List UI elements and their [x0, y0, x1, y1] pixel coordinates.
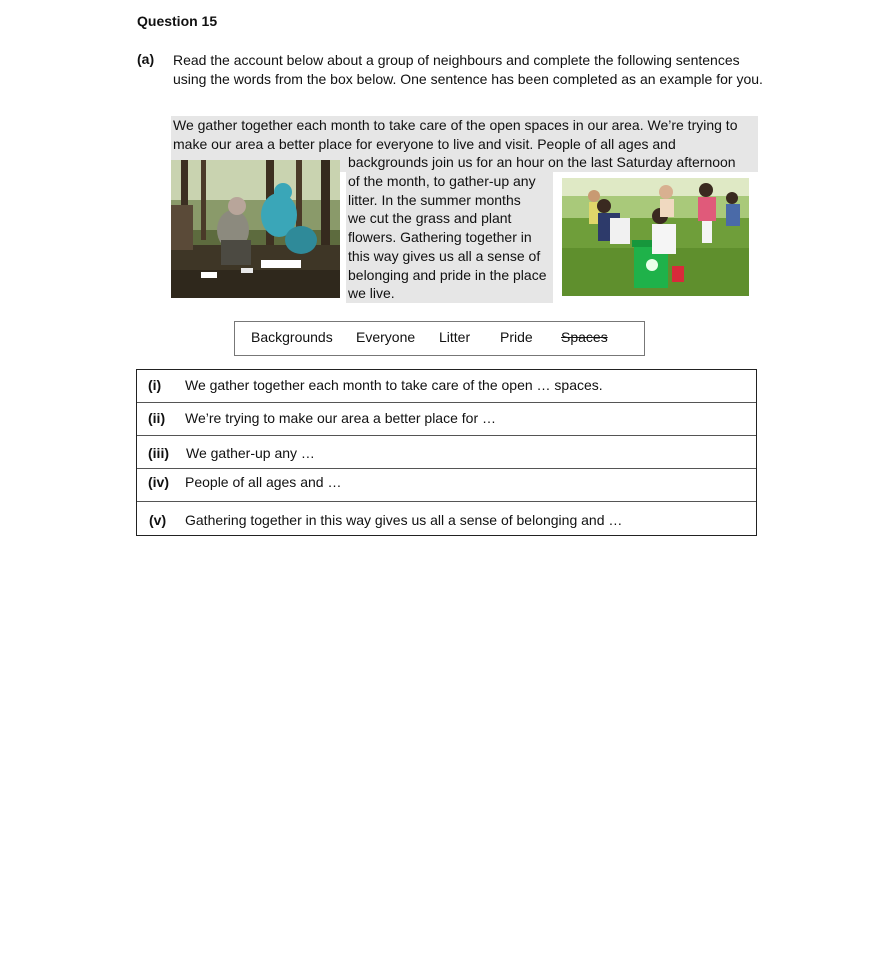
- answer-text: Gathering together in this way gives us all a sense of belonging and …: [185, 512, 623, 528]
- question-title: Question 15: [137, 13, 218, 29]
- part-label: (a): [137, 51, 155, 67]
- passage-line: litter. In the summer months: [348, 191, 521, 208]
- answer-number: (v): [149, 512, 167, 528]
- instructions: Read the account below about a group of neighbours and complete the following sentences using the words from the box below. One sentence has been completed as an example for you.: [173, 52, 763, 87]
- answer-text: We gather together each month to take care of the open … spaces.: [185, 377, 603, 393]
- word-box: [234, 321, 645, 356]
- word-option: Litter: [439, 329, 471, 345]
- passage-line: belonging and pride in the place: [348, 266, 547, 283]
- passage-line: we live.: [348, 285, 395, 302]
- answer-number: (iii): [148, 445, 169, 461]
- answer-number: (i): [148, 377, 162, 393]
- answer-text: We gather-up any …: [186, 445, 315, 461]
- answer-row: [137, 370, 756, 402]
- passage-line: we cut the grass and plant: [348, 210, 512, 227]
- answer-number: (iv): [148, 474, 169, 490]
- passage-line: this way gives us all a sense of: [348, 247, 541, 264]
- planting-photo: [171, 160, 340, 298]
- passage-line: make our area a better place for everyone to live and visit. People of all ages and: [173, 135, 676, 152]
- passage-line: backgrounds join us for an hour on the last Saturday afternoon: [348, 154, 736, 171]
- passage-line: of the month, to gather-up any: [348, 173, 536, 189]
- answer-row: [137, 435, 756, 468]
- word-option-used: Spaces: [561, 329, 608, 345]
- answer-row: [137, 468, 756, 501]
- answer-text: We’re trying to make our area a better place for …: [185, 410, 496, 426]
- word-option: Everyone: [356, 329, 416, 345]
- passage-line: flowers. Gathering together in: [348, 229, 532, 246]
- litter-photo: [562, 178, 749, 296]
- answer-number: (ii): [148, 410, 166, 426]
- answer-row: [137, 501, 756, 535]
- passage-column: [346, 172, 553, 303]
- answer-row: [137, 402, 756, 435]
- answer-text: People of all ages and …: [185, 474, 342, 490]
- word-option: Pride: [500, 329, 533, 345]
- answer-table: [136, 369, 757, 536]
- word-option: Backgrounds: [251, 329, 333, 345]
- passage-line: We gather together each month to take care of the open spaces in our area. We’re trying to: [173, 117, 738, 133]
